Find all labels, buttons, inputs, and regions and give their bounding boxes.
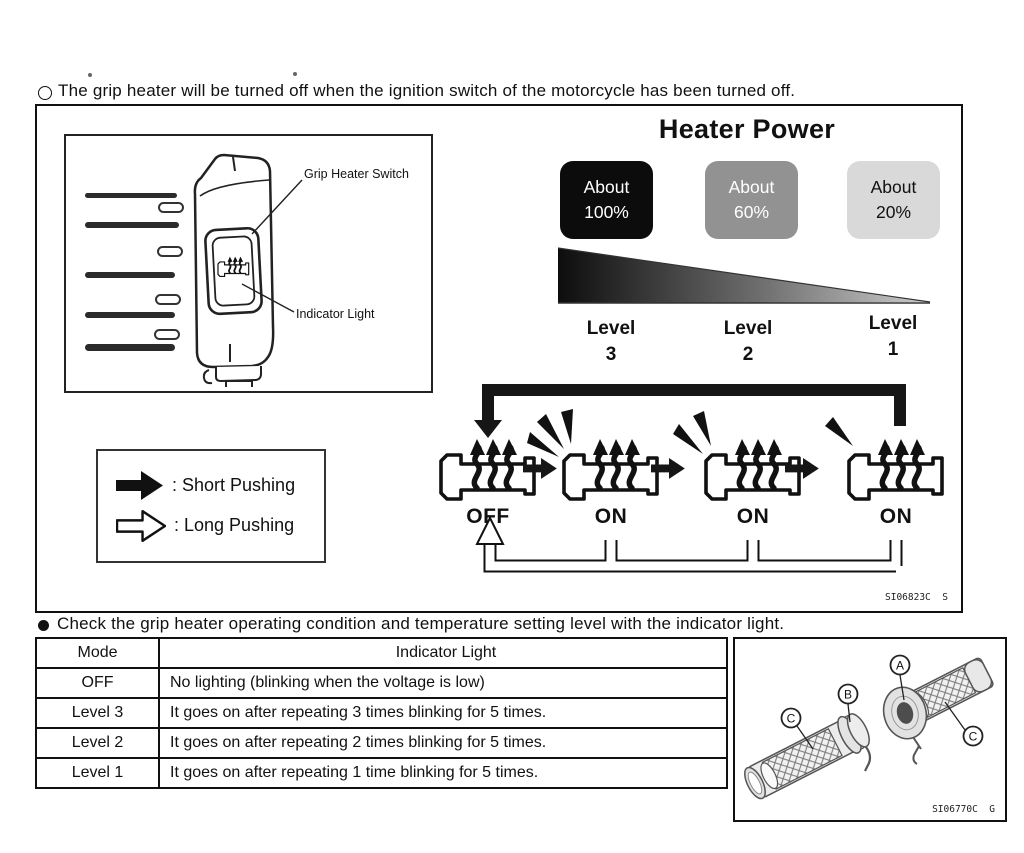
table-header-row: [36, 638, 727, 668]
grip-heater-icon-level1: [849, 439, 942, 499]
grip-parts-drawing: [735, 639, 1001, 816]
callout-c2: C: [968, 729, 978, 744]
col-header-indicator-light: Indicator Light: [159, 638, 727, 668]
grip-figure-code: SI06770C G: [932, 804, 995, 815]
switch-figure: [64, 134, 433, 393]
left-grip-wire: [865, 747, 870, 771]
heater-power-title: Heater Power: [658, 114, 836, 144]
power-box-20: [847, 161, 940, 239]
callout-c1: C: [786, 711, 796, 726]
state-label-on-3: ON: [594, 505, 628, 528]
grip-heater-icon-level3: [564, 439, 657, 499]
power-box-100: [560, 161, 653, 239]
table-row: Level 3 It goes on after repeating 3 times blinking for 5 times.: [36, 698, 727, 728]
legend-label: : Short Pushing: [172, 475, 296, 495]
filled-bullet-icon: [38, 620, 49, 631]
power-box-line1: About: [870, 176, 917, 197]
blink-3-times-icon: [527, 409, 573, 457]
level-label-3: Level 3: [586, 318, 636, 366]
grip-heater-icon-off: [441, 439, 534, 499]
long-push-arrow-icon: [116, 510, 166, 542]
check-note: Check the grip heater operating condition and temperature setting level with the indicator light.: [57, 614, 785, 633]
heater-operation-panel: [35, 104, 963, 613]
state-label-on-2: ON: [736, 505, 770, 528]
level-label-1: Level 1: [868, 313, 918, 361]
scan-speck: [88, 73, 92, 77]
push-legend-box: [96, 449, 326, 563]
blink-2-times-icon: [673, 411, 711, 454]
table-row: Level 2 It goes on after repeating 2 times blinking for 5 times.: [36, 728, 727, 758]
top-note: The grip heater will be turned off when the ignition switch of the motorcycle has been turned off.: [58, 81, 796, 100]
callout-a: A: [895, 658, 905, 673]
state-label-on-1: ON: [879, 505, 913, 528]
level-label-2: Level 2: [723, 318, 773, 366]
col-header-mode: Mode: [36, 638, 159, 668]
circle-bullet-icon: [38, 86, 52, 100]
power-box-line1: About: [728, 176, 775, 197]
grip-parts-figure: [733, 637, 1007, 822]
indicator-light-label: Indicator Light: [296, 307, 375, 321]
scan-speck: [293, 72, 297, 76]
figure-code: SI06823C S: [885, 592, 948, 603]
power-box-line2: 60%: [733, 202, 770, 222]
short-push-arrow-icon: [116, 471, 164, 501]
down-arrowhead-icon: [474, 420, 502, 438]
long-push-return-path: [477, 518, 896, 566]
left-grip: [739, 709, 874, 804]
return-path: [488, 390, 900, 426]
grip-heater-switch-label: Grip Heater Switch: [304, 167, 409, 181]
power-box-line2: 100%: [584, 202, 629, 222]
indicator-table: [35, 637, 728, 789]
legend-row-long-push: [116, 510, 324, 542]
right-grip-wire: [913, 737, 921, 764]
blink-1-time-icon: [825, 417, 853, 446]
legend-label: : Long Pushing: [174, 515, 295, 535]
power-box-line2: 20%: [875, 202, 912, 222]
power-box-line1: About: [583, 176, 630, 197]
table-row: Level 1 It goes on after repeating 1 time blinking for 5 times.: [36, 758, 727, 788]
callout-b: B: [843, 687, 853, 702]
legend-row-short-push: [116, 471, 324, 501]
power-box-60: [705, 161, 798, 239]
table-row: OFF No lighting (blinking when the voltage is low): [36, 668, 727, 698]
state-label-off: OFF: [466, 505, 510, 528]
